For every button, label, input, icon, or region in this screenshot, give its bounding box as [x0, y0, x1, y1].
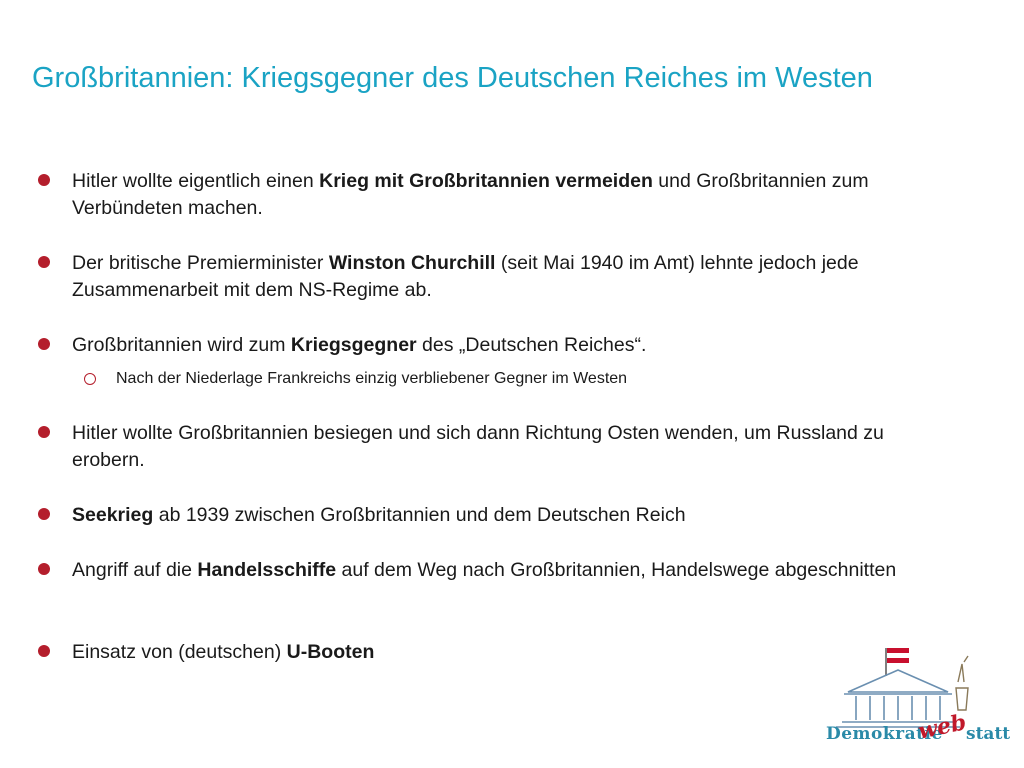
- bullet-dot-icon: [38, 645, 50, 657]
- flag-stripe: [887, 648, 909, 653]
- bullet-text: [72, 332, 912, 359]
- bold-text: Handelsschiffe: [197, 559, 337, 581]
- text-run: auf dem Weg nach Großbritannien, Handelswege abgeschnitten: [336, 559, 897, 581]
- bullet-text: [72, 557, 912, 584]
- flag-stripe: [887, 658, 909, 663]
- text-run: Großbritannien wird zum: [72, 334, 291, 356]
- bullet-dot-icon: [38, 563, 50, 575]
- logo-word-demokratie: Demokratie: [826, 724, 943, 744]
- bullet-dot-icon: [38, 338, 50, 350]
- text-run: Hitler wollte Großbritannien besiegen und sich dann Richtung Osten wenden, um Russland zu erobern.: [72, 422, 884, 471]
- sub-bullet-text: Nach der Niederlage Frankreichs einzig verbliebener Gegner im Westen: [116, 370, 628, 387]
- bullet-text: [72, 420, 912, 474]
- bold-text: Krieg mit Großbritannien vermeiden: [319, 170, 653, 192]
- logo-word-statt: statt: [966, 724, 1011, 744]
- text-run: Der britische Premierminister: [72, 252, 329, 274]
- text-run: Einsatz von (deutschen): [72, 641, 287, 663]
- bullet-text: [72, 502, 912, 529]
- slide-title: Großbritannien: Kriegsgegner des Deutschen Reiches im Westen: [32, 62, 873, 94]
- text-run: des „Deutschen Reiches“.: [416, 334, 647, 356]
- bold-text: U-Booten: [286, 641, 375, 663]
- bullet-text: [72, 250, 912, 304]
- flag-stripe: [887, 653, 909, 658]
- bullet-text: [72, 168, 912, 222]
- text-run: Hitler wollte eigentlich einen: [72, 170, 320, 192]
- text-run: Angriff auf die: [72, 559, 198, 581]
- bullet-dot-icon: [38, 256, 50, 268]
- ring-bullet-icon: [84, 373, 96, 385]
- bold-text: Winston Churchill: [328, 252, 496, 274]
- logo-word-web: web: [915, 709, 969, 745]
- text-run: ab 1939 zwischen Großbritannien und dem Deutschen Reich: [153, 504, 686, 526]
- bullet-dot-icon: [38, 426, 50, 438]
- bullet-dot-icon: [38, 508, 50, 520]
- bullet-text: [72, 639, 912, 666]
- bold-text: Kriegsgegner: [290, 334, 417, 356]
- text-run: und Großbritannien zum Verbündeten machen.: [72, 170, 869, 219]
- bullet-dot-icon: [38, 174, 50, 186]
- demokratiewebstatt-logo: [818, 642, 1014, 760]
- text-run: (seit Mai 1940 im Amt) lehnte jedoch jede Zusammenarbeit mit dem NS-Regime ab.: [72, 252, 859, 301]
- bold-text: Seekrieg: [72, 504, 154, 526]
